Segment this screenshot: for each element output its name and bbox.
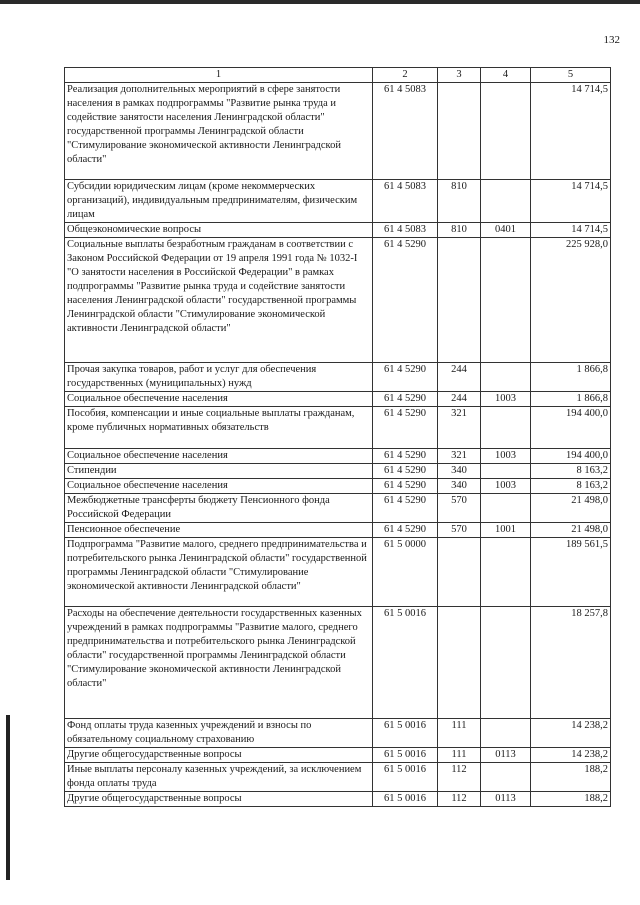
- row-sum: 8 163,2: [531, 479, 611, 494]
- header-row: [65, 68, 611, 83]
- row-section: 0401: [481, 223, 531, 238]
- row-name: Другие общегосударственные вопросы: [65, 792, 373, 807]
- row-sum: 21 498,0: [531, 523, 611, 538]
- row-section: [481, 538, 531, 607]
- table-row: [65, 180, 611, 223]
- row-sum: 188,2: [531, 792, 611, 807]
- row-name: Пособия, компенсации и иные социальные выплаты гражданам, кроме публичных нормативных обязательств: [65, 407, 373, 449]
- row-expense-type: 321: [438, 407, 481, 449]
- table-row: [65, 407, 611, 449]
- row-sum: 18 257,8: [531, 607, 611, 719]
- row-name: Социальное обеспечение населения: [65, 479, 373, 494]
- row-name: Социальное обеспечение населения: [65, 392, 373, 407]
- row-sum: 194 400,0: [531, 449, 611, 464]
- table-row: [65, 607, 611, 719]
- row-code: 61 4 5290: [373, 449, 438, 464]
- row-name: Социальное обеспечение населения: [65, 449, 373, 464]
- row-code: 61 4 5290: [373, 407, 438, 449]
- header-col-3: 3: [438, 68, 481, 83]
- table-row: [65, 538, 611, 607]
- row-name: Социальные выплаты безработным гражданам в соответствии с Законом Российской Федерации от 19 апреля 1991 года № 1032-I "О занятости населения в Российской Федерации" в рамках подпрограммы "Развитие рынка труда и содействие занятости населения Ленинградской области" государственной программы Ленинградской области "Стимулирование экономической активности Ленинградской области": [65, 238, 373, 363]
- row-code: 61 4 5290: [373, 479, 438, 494]
- table-row: [65, 748, 611, 763]
- table-row: [65, 479, 611, 494]
- row-section: [481, 719, 531, 748]
- row-name: Прочая закупка товаров, работ и услуг для обеспечения государственных (муниципальных) нужд: [65, 363, 373, 392]
- row-code: 61 5 0016: [373, 748, 438, 763]
- row-expense-type: 570: [438, 494, 481, 523]
- row-code: 61 4 5083: [373, 83, 438, 180]
- row-sum: 14 714,5: [531, 180, 611, 223]
- table-row: [65, 719, 611, 748]
- table-row: [65, 494, 611, 523]
- row-sum: 225 928,0: [531, 238, 611, 363]
- row-name: Фонд оплаты труда казенных учреждений и взносы по обязательному социальному страхованию: [65, 719, 373, 748]
- row-code: 61 5 0016: [373, 763, 438, 792]
- row-name: Иные выплаты персоналу казенных учреждений, за исключением фонда оплаты труда: [65, 763, 373, 792]
- row-expense-type: 111: [438, 748, 481, 763]
- header-col-1: 1: [65, 68, 373, 83]
- row-code: 61 4 5290: [373, 523, 438, 538]
- row-code: 61 4 5290: [373, 464, 438, 479]
- row-section: [481, 464, 531, 479]
- row-sum: 1 866,8: [531, 363, 611, 392]
- row-section: [481, 83, 531, 180]
- row-code: 61 5 0016: [373, 792, 438, 807]
- row-sum: 188,2: [531, 763, 611, 792]
- row-section: [481, 180, 531, 223]
- row-expense-type: 810: [438, 180, 481, 223]
- row-expense-type: 111: [438, 719, 481, 748]
- row-name: Субсидии юридическим лицам (кроме некоммерческих организаций), индивидуальным предпринимателям, физическим лицам: [65, 180, 373, 223]
- row-name: Стипендии: [65, 464, 373, 479]
- row-code: 61 4 5083: [373, 180, 438, 223]
- row-expense-type: [438, 83, 481, 180]
- table-body: [65, 83, 611, 807]
- row-name: Пенсионное обеспечение: [65, 523, 373, 538]
- row-name: Межбюджетные трансферты бюджету Пенсионного фонда Российской Федерации: [65, 494, 373, 523]
- table-row: [65, 392, 611, 407]
- row-sum: 189 561,5: [531, 538, 611, 607]
- header-col-5: 5: [531, 68, 611, 83]
- row-section: 0113: [481, 748, 531, 763]
- row-expense-type: 570: [438, 523, 481, 538]
- row-name: Расходы на обеспечение деятельности государственных казенных учреждений в рамках подпрограммы "Развитие малого, среднего предпринимательства и потребительского рынка Ленинградской области" государственной программы Ленинградской области "Стимулирование экономической активности Ленинградской области": [65, 607, 373, 719]
- row-section: 0113: [481, 792, 531, 807]
- row-sum: 1 866,8: [531, 392, 611, 407]
- row-name: Другие общегосударственные вопросы: [65, 748, 373, 763]
- row-sum: 14 714,5: [531, 83, 611, 180]
- table-row: [65, 464, 611, 479]
- row-expense-type: 112: [438, 792, 481, 807]
- row-section: 1001: [481, 523, 531, 538]
- row-expense-type: 112: [438, 763, 481, 792]
- row-sum: 14 238,2: [531, 748, 611, 763]
- row-expense-type: [438, 538, 481, 607]
- header-col-4: 4: [481, 68, 531, 83]
- table-row: [65, 523, 611, 538]
- row-section: 1003: [481, 479, 531, 494]
- table-row: [65, 792, 611, 807]
- row-expense-type: [438, 607, 481, 719]
- table-row: [65, 363, 611, 392]
- row-sum: 194 400,0: [531, 407, 611, 449]
- row-section: 1003: [481, 392, 531, 407]
- row-code: 61 5 0000: [373, 538, 438, 607]
- row-code: 61 4 5083: [373, 223, 438, 238]
- row-sum: 14 238,2: [531, 719, 611, 748]
- table-row: [65, 763, 611, 792]
- row-code: 61 5 0016: [373, 607, 438, 719]
- page-number: 132: [603, 34, 620, 46]
- margin-mark: [6, 715, 10, 880]
- row-section: [481, 407, 531, 449]
- row-expense-type: 244: [438, 363, 481, 392]
- row-expense-type: [438, 238, 481, 363]
- row-code: 61 5 0016: [373, 719, 438, 748]
- row-section: 1003: [481, 449, 531, 464]
- row-expense-type: 810: [438, 223, 481, 238]
- row-section: [481, 494, 531, 523]
- row-sum: 8 163,2: [531, 464, 611, 479]
- row-code: 61 4 5290: [373, 392, 438, 407]
- row-section: [481, 363, 531, 392]
- row-section: [481, 238, 531, 363]
- row-sum: 21 498,0: [531, 494, 611, 523]
- row-code: 61 4 5290: [373, 494, 438, 523]
- table-row: [65, 83, 611, 180]
- top-scan-border: [0, 0, 640, 4]
- row-code: 61 4 5290: [373, 363, 438, 392]
- table-row: [65, 449, 611, 464]
- row-name: Подпрограмма "Развитие малого, среднего предпринимательства и потребительского рынка Ленинградской области" государственной программы Ленинградской области "Стимулирование экономической активности Ленинградской области": [65, 538, 373, 607]
- row-section: [481, 607, 531, 719]
- row-section: [481, 763, 531, 792]
- row-expense-type: 340: [438, 464, 481, 479]
- table-row: [65, 223, 611, 238]
- budget-table: [64, 67, 611, 807]
- row-name: Реализация дополнительных мероприятий в сфере занятости населения в рамках подпрограммы "Развитие рынка труда и содействие занятости населения Ленинградской области" государственной программы Ленинградской области "Стимулирование экономической активности Ленинградской области": [65, 83, 373, 180]
- table-row: [65, 238, 611, 363]
- row-code: 61 4 5290: [373, 238, 438, 363]
- row-name: Общеэкономические вопросы: [65, 223, 373, 238]
- row-expense-type: 321: [438, 449, 481, 464]
- row-expense-type: 340: [438, 479, 481, 494]
- row-expense-type: 244: [438, 392, 481, 407]
- row-sum: 14 714,5: [531, 223, 611, 238]
- header-col-2: 2: [373, 68, 438, 83]
